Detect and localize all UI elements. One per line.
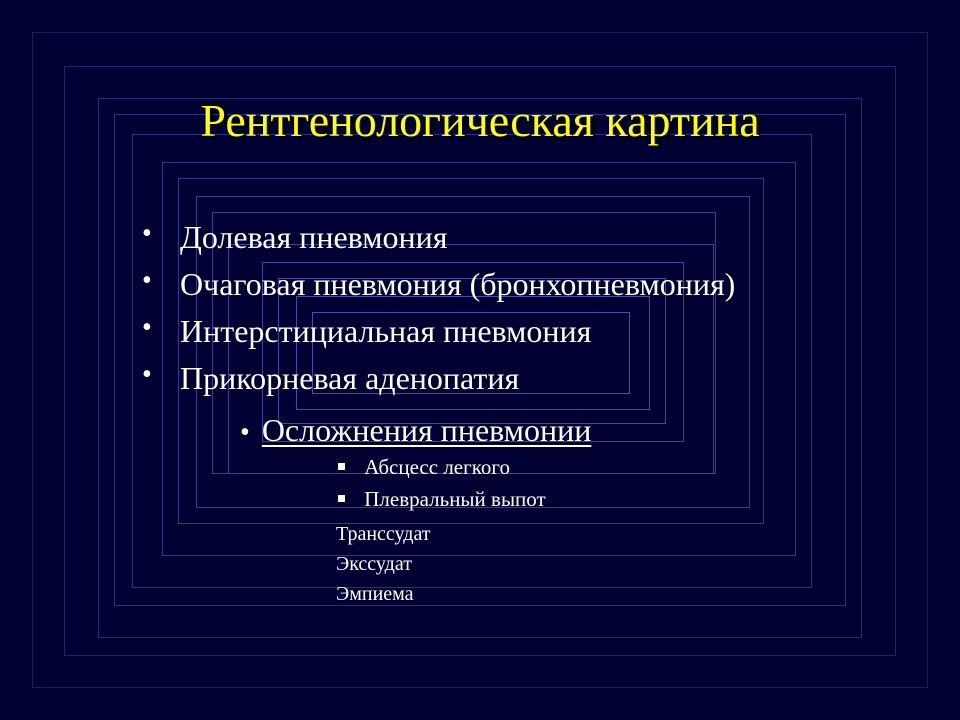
- square-bullet-icon: [338, 463, 345, 470]
- complications-link[interactable]: Осложнения пневмонии: [261, 412, 592, 448]
- slide-title: Рентгенологическая картина: [200, 95, 760, 146]
- bullet-icon: •: [240, 417, 250, 448]
- bullet-icon: •: [142, 265, 152, 296]
- list-item-label: Прикорневая аденопатия: [180, 360, 520, 396]
- list-item: Транссудат: [336, 523, 431, 545]
- list-item-label: Плевральный выпот: [364, 487, 546, 511]
- list-item-label: Долевая пневмония: [180, 219, 448, 255]
- list-item-label: Абсцесс легкого: [364, 455, 510, 479]
- list-item: [142, 355, 735, 402]
- complications-heading: [240, 408, 591, 452]
- bullet-icon: •: [142, 218, 152, 249]
- effusion-types-list: [336, 519, 431, 609]
- list-item: [142, 261, 735, 308]
- list-item-label: Интерстициальная пневмония: [180, 313, 592, 349]
- complications-sub-list: [338, 451, 546, 515]
- list-item: [338, 451, 546, 483]
- square-bullet-icon: [338, 495, 345, 502]
- list-item-label: Очаговая пневмония (бронхопневмония): [180, 266, 736, 302]
- bullet-icon: •: [142, 359, 152, 390]
- bullet-icon: •: [142, 312, 152, 343]
- list-item: Эмпиема: [336, 583, 414, 605]
- list-item: [142, 214, 735, 261]
- list-item: [338, 483, 546, 515]
- list-item: Экссудат: [336, 553, 412, 575]
- list-item: [142, 308, 735, 355]
- main-bullet-list: [142, 214, 735, 402]
